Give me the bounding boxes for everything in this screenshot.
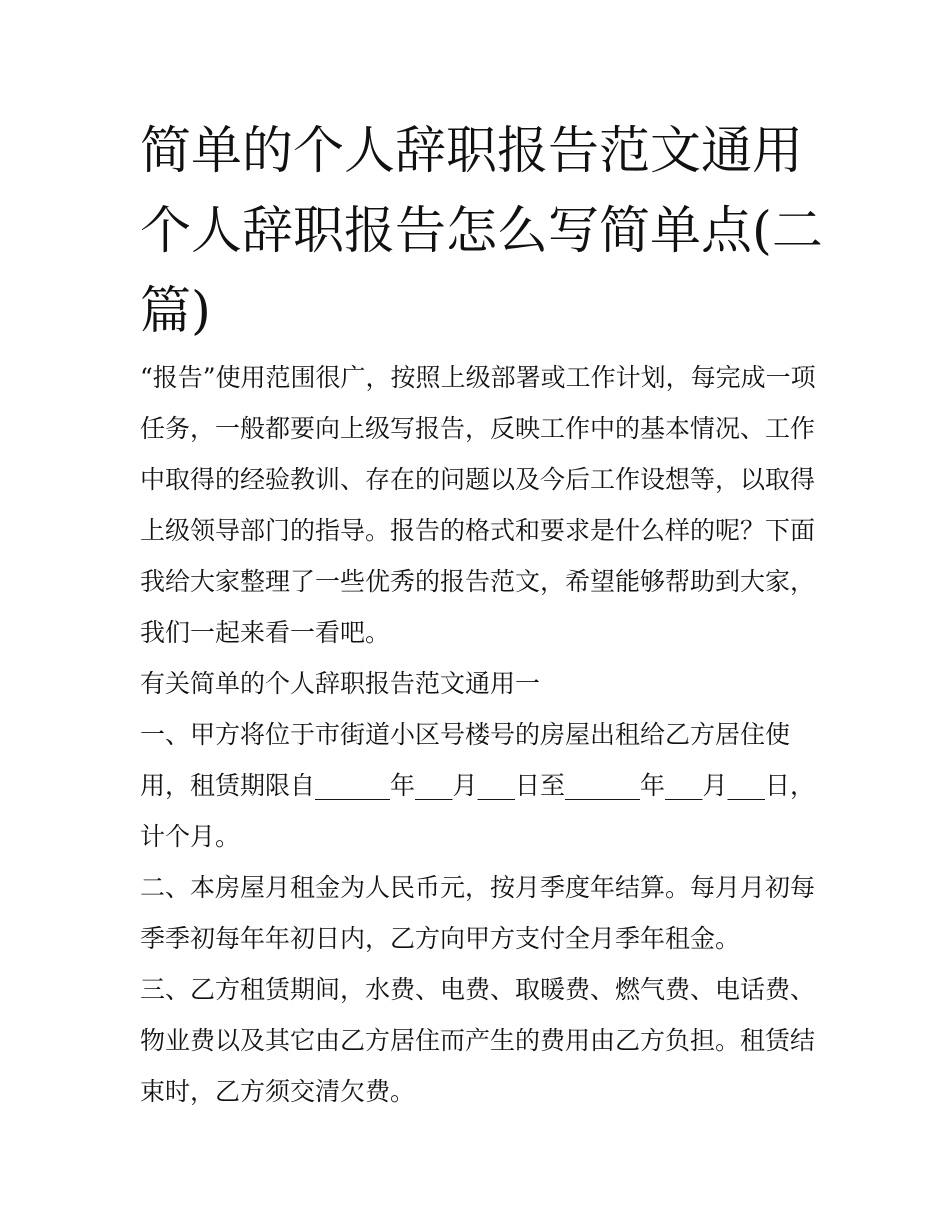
- clause-paragraph-2: 二、本房屋月租金为人民币元，按月季度年结算。每月月初每季季初每年年初日内，乙方向甲方支付全月季年租金。: [140, 873, 816, 953]
- document-body: [140, 352, 830, 1117]
- document-title: 简单的个人辞职报告范文通用个人辞职报告怎么写简单点(二篇): [140, 122, 823, 341]
- clause-paragraph-3: 三、乙方租赁期间，水费、电费、取暖费、燃气费、电话费、物业费以及其它由乙方居住而产生的费用由乙方负担。租赁结束时，乙方须交清欠费。: [140, 975, 816, 1106]
- intro-paragraph: “报告”使用范围很广，按照上级部署或工作计划，每完成一项任务，一般都要向上级写报告，反映工作中的基本情况、工作中取得的经验教训、存在的问题以及今后工作设想等，以取得上级领导部门的指导。报告的格式和要求是什么样的呢？下面我给大家整理了一些优秀的报告范文，希望能够帮助到大家，我们一起来看一看吧。: [140, 363, 816, 647]
- section-heading: 有关简单的个人辞职报告范文通用一: [140, 669, 541, 698]
- clause-paragraph-1: 一、甲方将位于市街道小区号楼号的房屋出租给乙方居住使用，租赁期限自______年___月___日至______年___月___日，计个月。: [140, 720, 816, 851]
